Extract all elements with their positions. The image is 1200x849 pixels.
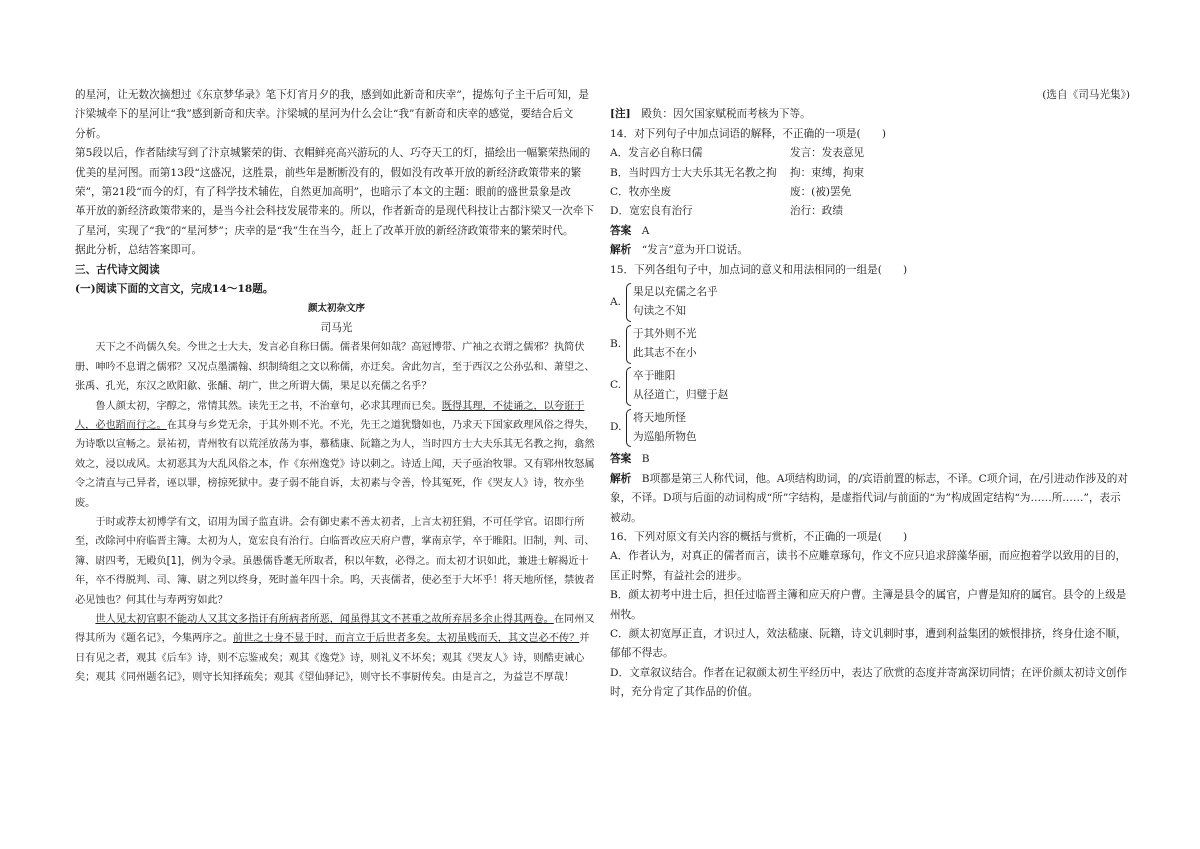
essay-paragraph-3: 于时或荐太初博学有文，诏用为国子监直讲。会有御史素不善太初者，上言太初狂狷，不可任学官。诏即行所至，改除河中府临晋主簿。太初为人，宽宏良有治行。白临晋改应天府户曹，掌南京学，卒于睢阳。旧制，判、司、簿、尉四考，无殿负[1]，例为令录。虽愚儒昏耄无所取者，积以年数，必得之。而太初才识如此，兼进士解褐近十年，卒不得脱判、司、簿、尉之列以终身，死时盖年四十余。呜，天丧儒者，使必至于大坏乎！将天地所怪，禁彼者必见蚀也？何其仕与寿两穷如此？ xyxy=(75,516,595,606)
q15-analysis xyxy=(610,470,1130,528)
para4-text-b: 在同州又得其所为《题名记》，今集两序之。 xyxy=(75,613,595,645)
essay-author: 司马光 xyxy=(320,321,353,334)
group-label: A. xyxy=(610,295,622,308)
option-gloss: 拘：束缚，拘束 xyxy=(790,166,865,179)
q14-option-c xyxy=(610,183,1130,202)
para2-text-a: 鲁人颜太初，字醇之，常情其然。读先王之书，不治章句，必求其理而已矣。 xyxy=(95,400,442,412)
group-line: 为巡船所物色 xyxy=(633,430,697,443)
option-text: B．当时四方士大夫乐其无名教之拘 xyxy=(610,166,777,179)
analysis-block xyxy=(75,86,598,261)
q14-option-b xyxy=(610,164,1130,183)
analysis-line: 了星河，实现了“我”的“星河梦”；庆幸的是“我”生在当今，赶上了改革开放的新经济政策带来的繁荣时代。 xyxy=(75,224,574,237)
q14-option-d xyxy=(610,202,1130,221)
group-line: 于其外则不光 xyxy=(633,327,697,340)
footnote xyxy=(610,105,1130,124)
answer-label: 答案 xyxy=(610,453,632,466)
section-heading: 三、古代诗文阅读 xyxy=(75,263,160,276)
group-label: D. xyxy=(610,421,622,434)
essay-paragraph-1: 天下之不尚儒久矣。今世之士大夫，发言必自称曰儒。儒者果何如哉？高冠博带、广袖之衣谓之儒邪？执简伏册、呻吟不息谓之儒邪？又况点墨濡翰、织制绮组之文以称儒，亦迂矣。舍此勿言，至于西汉之公孙弘和、萧望之、张禹、孔光，东汉之欧阳歙、张酺、胡广，世之所谓大儒，果足以充儒之名乎？ xyxy=(75,342,595,393)
underlined-sentence-1: 既得其理，不徒诵之，以夸诳于人，必也蹈而行之。 xyxy=(75,400,585,431)
q15-group-b xyxy=(610,325,1130,364)
brace xyxy=(626,283,631,322)
q15-group-c xyxy=(610,367,1130,406)
q14-option-a xyxy=(610,144,1130,163)
essay-title: 颜太初杂文序 xyxy=(307,303,365,315)
analysis-text: B项都是第三人称代词，他。A项结构助词，的/宾语前置的标志，不译。C项介词，在/引进动作涉及的对象，不译。D项与后面的动词构成“所”字结构，是虚指代词/与前面的“为”构成固定结构“为……所……”，表示被动。 xyxy=(610,472,1128,524)
para4-text-c: 并日有见之者，观其《后车》诗，则不忘鉴戒矣；观其《逸党》诗，则礼义不坏矣；观其《哭友人》诗，则酷吏诫心矣；观其《同州题名记》，则守长知择疏矣；观其《望仙驿记》，则守长不事厨传矣。由是言之，为益岂不厚哉！ xyxy=(75,633,590,684)
analysis-line: 优美的星河图。而第13段“这盛况，这胜景，前些年是断断没有的，假如没有改革开放的新经济政策带来的繁 xyxy=(75,166,582,179)
group-line: 此其志不在小 xyxy=(633,347,697,360)
essay-paragraph-2 xyxy=(75,397,598,513)
option-gloss: 发言：发表意见 xyxy=(790,147,865,160)
q16-option-c: C．颜太初宽厚正直，才识过人，效法嵇康、阮籍，诗文讥刺时事，遭到利益集团的嫉恨排挤，终身仕途不顺，郁郁不得志。 xyxy=(610,627,1127,660)
underlined-sentence-2: 前世之士身不显于时，而言立于后世者多矣。太初虽贱而夭，其文岂必不传？ xyxy=(232,633,580,645)
footnote-text: 殿负：因欠国家赋税而考核为下等。 xyxy=(641,108,811,121)
q15-group-d xyxy=(610,409,1130,448)
brace xyxy=(626,367,631,406)
group-line: 从径道亡，归璧于赵 xyxy=(633,389,729,402)
analysis-line: 的星河，让无数次摘想过《东京梦华录》笔下灯宵月夕的我，感到如此新奇和庆幸”，提炼句子主干后可知，是 xyxy=(75,89,589,101)
para4-text-a: 世人见太初官职不能动人又其文多指讦有所病者所恶，闻虽得其文不甚重之故所弃居多余止得其两卷。 xyxy=(95,613,554,625)
answer-value: B xyxy=(641,453,650,466)
analysis-line: 汴梁城牵下的星河让“我”感到新奇和庆幸。汴梁城的星河为什么会让“我”有新奇和庆幸的感觉，要结合后文 xyxy=(75,108,574,121)
group-line: 句读之不知 xyxy=(633,305,686,318)
brace xyxy=(626,409,631,448)
q16-option-a: A．作者认为，对真正的儒者而言，读书不应雕章琢句，作文不应只追求辞藻华丽，而应抱着学以致用的目的，匡正时弊，有益社会的进步。 xyxy=(610,550,1127,582)
group-label: C. xyxy=(610,379,622,392)
q15-group-a xyxy=(610,283,1130,322)
question-15-stem: 15．下列各组句子中，加点词的意义和用法相同的一组是( ) xyxy=(610,263,908,276)
q15-answer xyxy=(610,450,1130,469)
question-16-stem: 16．下列对原文有关内容的概括与赏析，不正确的一项是( ) xyxy=(610,530,908,543)
analysis-line: 第5段以后，作者陆续写到了汴京城繁荣的街、衣帽鲜亮高兴游玩的人、巧夺天工的灯，描绘出一幅繁荣热闹的 xyxy=(75,147,591,160)
group-line: 将天地所怪 xyxy=(633,411,686,424)
brace xyxy=(626,325,631,364)
group-label: B. xyxy=(610,337,622,350)
left-column xyxy=(75,86,598,688)
para2-text-b: 在其身与乡党无余，于其外则不光。不光，先王之道犹翳如也，乃求天下国家政理风俗之得失，为诗歌以宣畅之。景祐初，青州牧有以荒淫放荡为事，慕嵇康、阮籍之为人，当时四方士大夫乐其无名教之拘，翕然效之，浸以成风。太初恶其为大乱风俗之本，作《东州逸党》诗以刺之。诗适上闻，天子亟治牧罪。又有郓州牧怒属令之清直与己异者，诬以罪，榜掠死狱中。妻子弱不能自诉，太初素与令善，怜其冤死，作《哭友人》诗，牧亦坐废。 xyxy=(75,419,595,509)
analysis-label: 解析 xyxy=(610,244,632,257)
answer-label: 答案 xyxy=(610,224,632,237)
q14-answer xyxy=(610,222,1130,241)
option-text: A．发言必自称曰儒 xyxy=(610,147,703,160)
analysis-line: 革开放的新经济政策带来的，是当今社会科技发展带来的。所以，作者新奇的是现代科技让古都汴梁又一次牵下 xyxy=(75,205,595,218)
right-column xyxy=(610,86,1130,703)
analysis-line: 分析。 xyxy=(75,127,107,140)
footnote-label: [注] xyxy=(610,108,631,121)
essay-body xyxy=(75,338,598,687)
sub-heading: (一)阅读下面的文言文，完成14～18题。 xyxy=(75,283,274,296)
q16-option-b: B．颜太初考中进士后，担任过临晋主簿和应天府户曹。主簿是县令的属官，户曹是知府的属官。县令的上级是州牧。 xyxy=(610,589,1127,621)
answer-value: A xyxy=(641,224,650,237)
q14-analysis xyxy=(610,241,1130,260)
q16-option-d: D．文章叙议结合。作者在记叙颜太初生平经历中，表达了欣赏的态度并寄寓深切同情；在评价颜太初诗文创作时，充分肯定了其作品的价值。 xyxy=(610,666,1127,699)
analysis-text: “发言”意为开口说话。 xyxy=(641,244,748,257)
analysis-line: 据此分析，总结答案即可。 xyxy=(75,244,203,257)
group-line: 卒于睢阳 xyxy=(633,369,676,382)
group-line: 果足以充儒之名乎 xyxy=(633,286,718,299)
option-gloss: 废：(被)罢免 xyxy=(790,186,852,199)
question-14-stem: 14．对下列句子中加点词语的解释，不正确的一项是( ) xyxy=(610,127,886,140)
option-text: C．牧亦坐废 xyxy=(610,186,672,199)
option-gloss: 治行：政绩 xyxy=(790,205,843,218)
analysis-line: 荣”，第21段“而今的灯，有了科学技术辅佐，自然更加高明”，也暗示了本文的主题：眼前的盛世景象是改 xyxy=(75,186,571,199)
essay-paragraph-4 xyxy=(75,610,598,688)
source-citation: (选自《司马光集》) xyxy=(1042,89,1130,101)
analysis-label: 解析 xyxy=(610,472,632,485)
option-text: D．宽宏良有治行 xyxy=(610,205,693,218)
